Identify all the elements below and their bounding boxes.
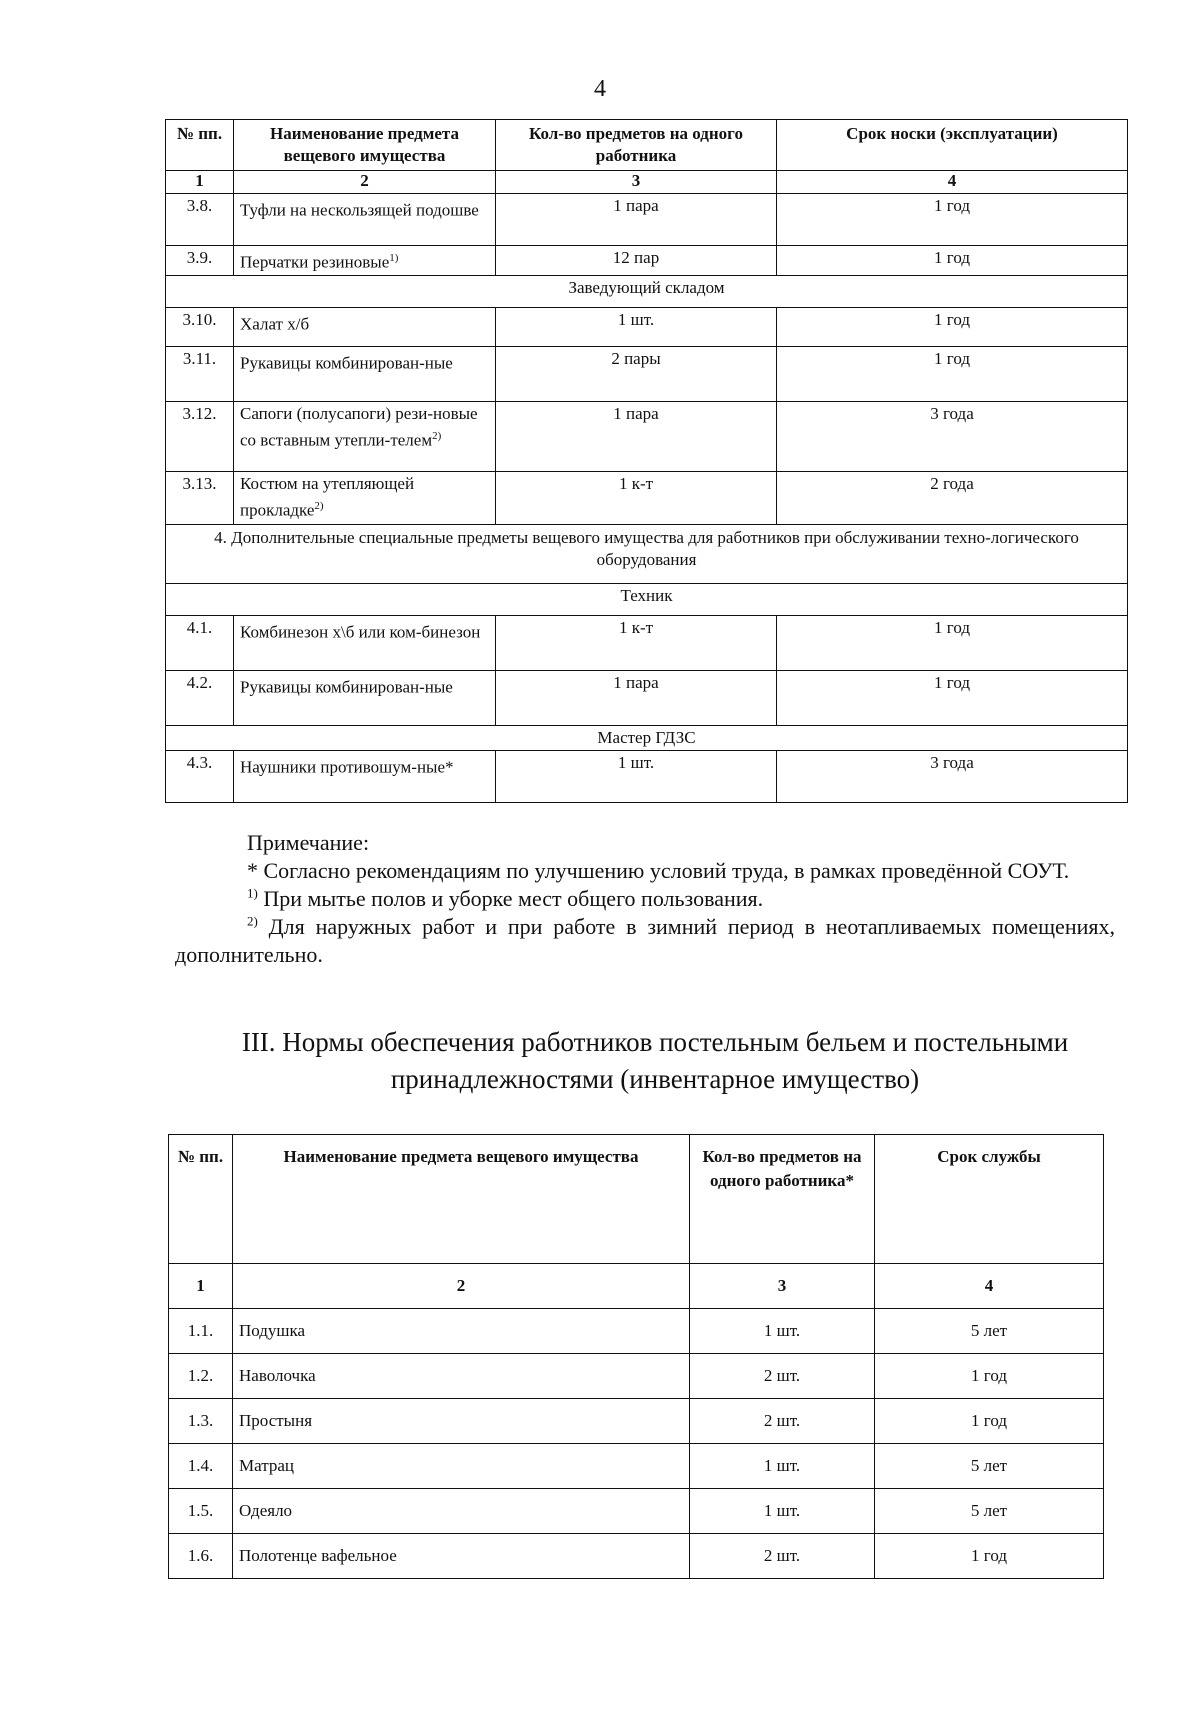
- section-3-title: III. Нормы обеспечения работников постельным бельем и постельными принадлежностями (инвентарное имущество): [241, 1027, 1069, 1094]
- item-name: Рукавицы комбинирован-ные: [234, 670, 496, 725]
- table-row: [169, 1309, 1104, 1354]
- section-technician: Техник: [166, 583, 1128, 615]
- index-cell: 2: [233, 1264, 690, 1309]
- table-row: [166, 401, 1128, 471]
- notes-heading: Примечание:: [247, 830, 370, 855]
- header-cell: Кол-во предметов на одного работника: [496, 120, 777, 171]
- row-number: 3.11.: [166, 346, 234, 401]
- item-quantity: 1 шт.: [496, 307, 777, 346]
- table-row: [166, 346, 1128, 401]
- header-cell: № пп.: [166, 120, 234, 171]
- item-quantity: 1 пара: [496, 670, 777, 725]
- row-number: 4.3.: [166, 750, 234, 802]
- item-term: 1 год: [777, 346, 1128, 401]
- table-header-row: [169, 1135, 1104, 1264]
- item-quantity: 1 пара: [496, 194, 777, 246]
- table-row: [166, 750, 1128, 802]
- item-quantity: 2 шт.: [690, 1399, 875, 1444]
- item-term: 1 год: [777, 670, 1128, 725]
- item-quantity: 2 шт.: [690, 1354, 875, 1399]
- item-term: 3 года: [777, 750, 1128, 802]
- section-row: [166, 275, 1128, 307]
- section-row: [166, 583, 1128, 615]
- header-cell: № пп.: [169, 1135, 233, 1264]
- item-quantity: 1 шт.: [496, 750, 777, 802]
- item-term: 1 год: [777, 246, 1128, 276]
- bedding-norms-table: [168, 1134, 1104, 1579]
- header-cell: Наименование предмета вещевого имущества: [233, 1135, 690, 1264]
- row-number: 3.12.: [166, 401, 234, 471]
- table-row: [166, 246, 1128, 276]
- item-name: Комбинезон х\б или ком-бинезон: [234, 615, 496, 670]
- table-row: [166, 194, 1128, 246]
- index-cell: 3: [690, 1264, 875, 1309]
- item-name: Простыня: [233, 1399, 690, 1444]
- item-name: Подушка: [233, 1309, 690, 1354]
- row-number: 1.1.: [169, 1309, 233, 1354]
- item-term: 5 лет: [875, 1444, 1104, 1489]
- row-number: 3.13.: [166, 471, 234, 524]
- item-quantity: 2 шт.: [690, 1534, 875, 1579]
- item-term: 5 лет: [875, 1489, 1104, 1534]
- header-cell: Срок носки (эксплуатации): [777, 120, 1128, 171]
- item-term: 1 год: [875, 1399, 1104, 1444]
- row-number: 3.9.: [166, 246, 234, 276]
- index-cell: 1: [169, 1264, 233, 1309]
- item-term: 3 года: [777, 401, 1128, 471]
- index-cell: 4: [875, 1264, 1104, 1309]
- note-1: $^{1)}$ При мытье полов и уборке мест общего пользования.: [247, 885, 764, 911]
- item-name: Халат х/б: [234, 307, 496, 346]
- notes-block: [175, 829, 1115, 969]
- item-term: 1 год: [777, 307, 1128, 346]
- table-header-row: [166, 120, 1128, 171]
- item-quantity: 1 к-т: [496, 615, 777, 670]
- item-quantity: 1 к-т: [496, 471, 777, 524]
- item-name: Костюм на утепляющей прокладке$^{2)}$: [234, 471, 496, 524]
- header-cell: Срок службы: [875, 1135, 1104, 1264]
- item-name: Полотенце вафельное: [233, 1534, 690, 1579]
- clothing-norms-table: [165, 119, 1128, 803]
- item-term: 1 год: [875, 1354, 1104, 1399]
- index-cell: 1: [166, 171, 234, 194]
- table-row: [166, 615, 1128, 670]
- item-name: Рукавицы комбинирован-ные: [234, 346, 496, 401]
- row-number: 4.1.: [166, 615, 234, 670]
- item-term: 1 год: [875, 1534, 1104, 1579]
- column-index-row: [169, 1264, 1104, 1309]
- header-cell: Наименование предмета вещевого имущества: [234, 120, 496, 171]
- index-cell: 3: [496, 171, 777, 194]
- index-cell: 2: [234, 171, 496, 194]
- item-name: Сапоги (полусапоги) рези-новые со вставным утепли-телем$^{2)}$: [234, 401, 496, 471]
- row-number: 1.2.: [169, 1354, 233, 1399]
- table-row: [166, 307, 1128, 346]
- item-term: 2 года: [777, 471, 1128, 524]
- item-name: Одеяло: [233, 1489, 690, 1534]
- item-quantity: 1 шт.: [690, 1444, 875, 1489]
- row-number: 3.10.: [166, 307, 234, 346]
- header-cell: Кол-во предметов на одного работника*: [690, 1135, 875, 1264]
- item-quantity: 1 пара: [496, 401, 777, 471]
- row-number: 1.6.: [169, 1534, 233, 1579]
- table-row: [166, 670, 1128, 725]
- index-cell: 4: [777, 171, 1128, 194]
- table-row: [169, 1399, 1104, 1444]
- item-name: Наволочка: [233, 1354, 690, 1399]
- table-row: [166, 471, 1128, 524]
- item-term: 1 год: [777, 194, 1128, 246]
- column-index-row: [166, 171, 1128, 194]
- item-term: 5 лет: [875, 1309, 1104, 1354]
- section-master: Мастер ГДЗС: [166, 725, 1128, 750]
- item-quantity: 1 шт.: [690, 1309, 875, 1354]
- item-quantity: 1 шт.: [690, 1489, 875, 1534]
- table-row: [169, 1354, 1104, 1399]
- row-number: 1.5.: [169, 1489, 233, 1534]
- item-quantity: 2 пары: [496, 346, 777, 401]
- note-star: * Согласно рекомендациям по улучшению условий труда, в рамках проведённой СОУТ.: [247, 858, 1070, 883]
- section-storekeeper: Заведующий складом: [166, 275, 1128, 307]
- item-term: 1 год: [777, 615, 1128, 670]
- page-number: 4: [594, 76, 606, 102]
- section-4-heading: 4. Дополнительные специальные предметы вещевого имущества для работников при обслуживании техно-логического оборудования: [166, 524, 1128, 583]
- item-quantity: 12 пар: [496, 246, 777, 276]
- item-name: Матрац: [233, 1444, 690, 1489]
- note-2: $^{2)}$ Для наружных работ и при работе в зимний период в неотапливаемых помещениях, дополнительно.: [175, 913, 1115, 967]
- item-name: Перчатки резиновые$^{1)}$: [234, 246, 496, 276]
- row-number: 3.8.: [166, 194, 234, 246]
- item-name: Туфли на нескользящей подошве: [234, 194, 496, 246]
- row-number: 4.2.: [166, 670, 234, 725]
- section-row: [166, 725, 1128, 750]
- row-number: 1.3.: [169, 1399, 233, 1444]
- row-number: 1.4.: [169, 1444, 233, 1489]
- section-row: [166, 524, 1128, 583]
- item-name: Наушники противошум-ные*: [234, 750, 496, 802]
- table-row: [169, 1534, 1104, 1579]
- table-row: [169, 1489, 1104, 1534]
- table-row: [169, 1444, 1104, 1489]
